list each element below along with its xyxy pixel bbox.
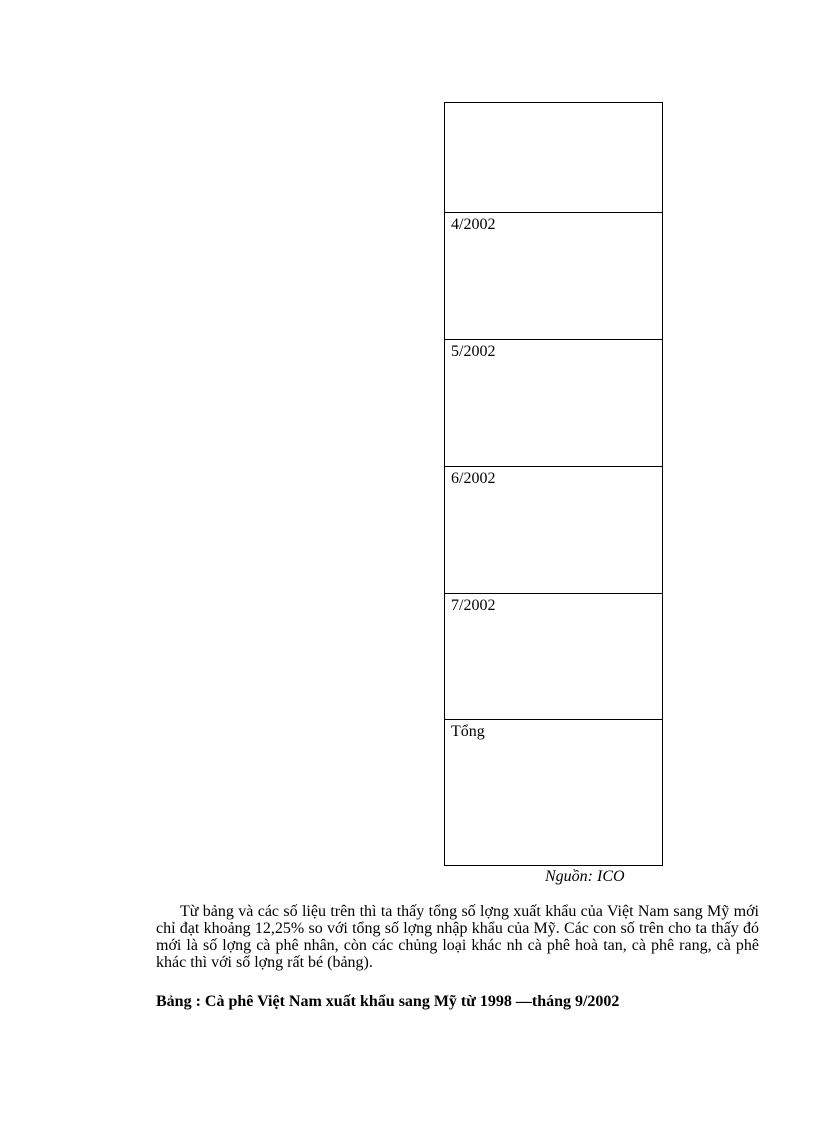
table-cell-header: [445, 103, 663, 213]
table-row: [445, 340, 663, 467]
table-row: [445, 467, 663, 594]
table-row: [445, 720, 663, 866]
export-data-table: [444, 102, 663, 866]
table-cell-month: 6/2002: [445, 467, 663, 594]
body-paragraph: Từ bảng và các số liệu trên thì ta thấy tổng số lợng xuất khẩu của Việt Nam sang Mỹ mới chỉ đạt khoảng 12,25% so với tổng số lợng nhập khẩu của Mỹ. Các con số trên cho ta thấy đó mới là số lợng cà phê nhân, còn các chủng loại khác nh cà phê hoà tan, cà phê rang, cà phê khác thì với số lợng rất bé (bảng).: [156, 903, 759, 971]
table-cell-month: 4/2002: [445, 213, 663, 340]
table-cell-month: 7/2002: [445, 594, 663, 720]
table-row: [445, 103, 663, 213]
table-caption: Bảng : Cà phê Việt Nam xuất khẩu sang Mỹ từ 1998 —tháng 9/2002: [156, 993, 620, 1010]
table-row: [445, 594, 663, 720]
source-note: Nguồn: ICO: [545, 868, 625, 885]
table-cell-month: 5/2002: [445, 340, 663, 467]
table-cell-total: Tổng: [445, 720, 663, 866]
table-row: [445, 213, 663, 340]
